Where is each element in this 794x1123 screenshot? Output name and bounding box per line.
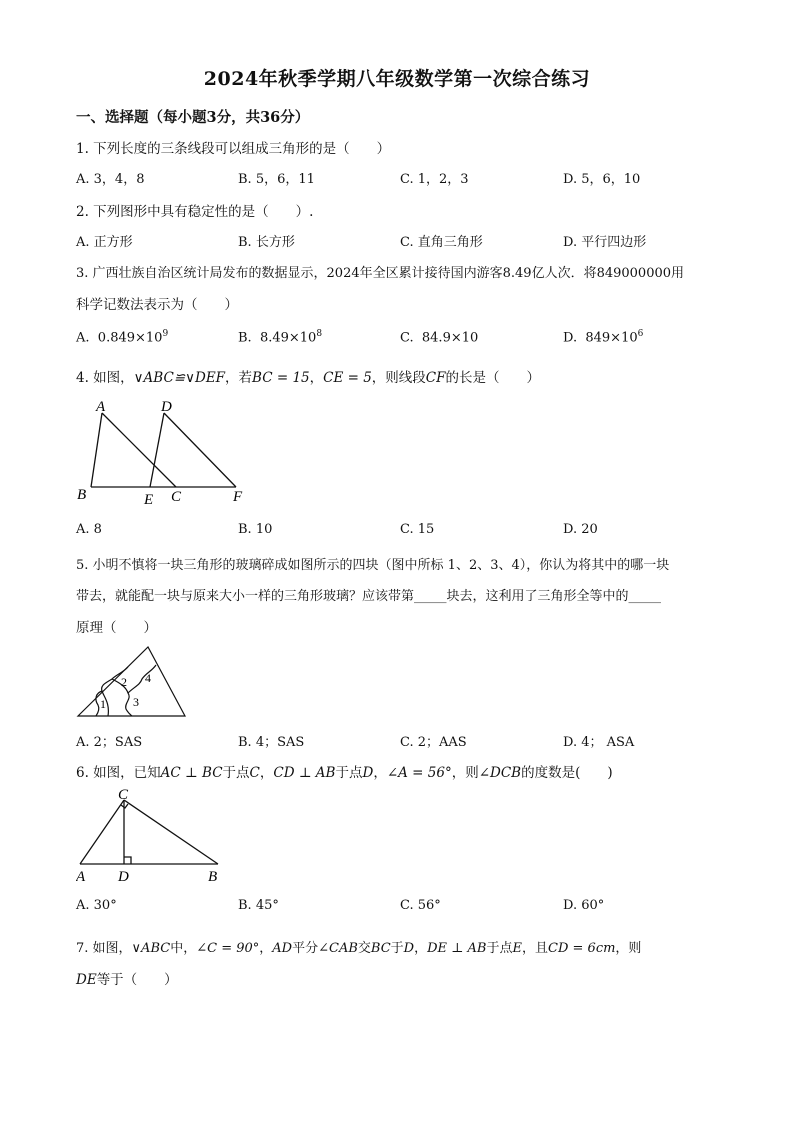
label-e: E	[144, 492, 154, 508]
q6-option-c: C. 56°	[400, 898, 441, 913]
q1-option-a: A. 3，4，8	[76, 172, 145, 187]
q5-option-a: A. 2；SAS	[76, 735, 143, 750]
question-5-stem-line1: 5. 小明不慎将一块三角形的玻璃碎成如图所示的四块（图中所标 1、2、3、4），你认为将其中的哪一块	[76, 558, 670, 573]
option-value: 84.9×10	[421, 330, 479, 346]
q6-text: ，则	[451, 765, 479, 781]
q7-segment-de: DE	[76, 972, 97, 988]
q5-option-b: B. 4；SAS	[238, 735, 305, 750]
q6-text: ，	[373, 765, 387, 781]
q5-option-d: D. 4； ASA	[563, 735, 635, 750]
q3-option-a	[76, 329, 168, 345]
page-title: 2024年秋季学期八年级数学第一次综合练习	[203, 68, 591, 90]
q4-option-a: A. 8	[76, 522, 102, 537]
option-letter: A.	[76, 330, 90, 346]
q4-text: ，	[309, 370, 324, 386]
piece-label-2: 2	[121, 675, 127, 689]
q7-text: 等于（ ）	[96, 972, 178, 988]
q6-text: 的度数是( )	[521, 765, 613, 781]
q7-text: ，	[414, 941, 428, 956]
q6-option-b: B. 45°	[238, 898, 279, 913]
q6-text: 于点	[335, 765, 363, 781]
q7-condition-2: DE ⊥ AB	[427, 941, 487, 956]
q6-asked-angle: ∠DCB	[478, 765, 522, 781]
question-2-stem: 2. 下列图形中具有稳定性的是（ ）.	[76, 204, 314, 220]
option-exponent: 6	[637, 329, 644, 339]
q6-figure	[76, 786, 226, 886]
q4-option-c: C. 15	[400, 522, 435, 537]
q2-option-b: B. 长方形	[238, 235, 295, 250]
label-f: F	[233, 489, 243, 505]
q3-option-d	[563, 329, 643, 345]
question-7-stem-line1	[76, 937, 641, 956]
q7-condition-3: CD = 6cm	[548, 941, 616, 956]
q6-point: C	[249, 765, 260, 781]
option-letter: D.	[563, 330, 578, 346]
label-b: B	[208, 869, 218, 885]
question-3-stem-line2: 科学记数法表示为（ ）	[76, 297, 238, 313]
label-d: D	[118, 869, 129, 885]
q6-condition-3: ∠A = 56°	[386, 765, 452, 781]
q4-condition-ce: CE = 5	[323, 370, 372, 386]
q1-option-c: C. 1，2，3	[400, 172, 469, 187]
q2-option-a: A. 正方形	[76, 235, 133, 250]
question-1-stem: 1. 下列长度的三条线段可以组成三角形的是（ ）	[76, 141, 391, 157]
q3-option-b	[238, 329, 322, 345]
section-heading: 一、选择题（每小题3分，共36分）	[76, 109, 310, 126]
q7-text: 交	[357, 941, 371, 956]
label-d: D	[161, 399, 172, 415]
q4-text: ，则线段	[371, 370, 426, 386]
q4-condition-bc: BC = 15	[252, 370, 310, 386]
q7-text: 中，	[170, 941, 197, 956]
option-value: 0.849×10	[97, 330, 163, 346]
q7-text: 于	[390, 941, 404, 956]
q7-text: ，	[259, 941, 273, 956]
piece-label-1: 1	[100, 697, 106, 711]
q7-text: 于点	[486, 941, 513, 956]
q4-congruence: ∨ABC≌∨DEF	[133, 370, 226, 386]
q4-text: ，若	[225, 370, 253, 386]
q5-option-c: C. 2；AAS	[400, 735, 467, 750]
question-6-stem	[76, 761, 613, 781]
option-exponent: 9	[162, 329, 169, 339]
q6-condition-2: CD ⊥ AB	[273, 765, 336, 781]
q6-text: 于点	[222, 765, 250, 781]
q7-triangle: ∨ABC	[131, 941, 171, 956]
q7-point-e: E	[512, 941, 522, 956]
option-value: 8.49×10	[259, 330, 317, 346]
question-3-stem-line1: 3. 广西壮族自治区统计局发布的数据显示，2024年全区累计接待国内游客8.49亿人次．将849000000用	[76, 266, 685, 281]
q4-option-d: D. 20	[563, 522, 598, 537]
q7-point-d: D	[403, 941, 415, 956]
q4-text: 4. 如图，	[76, 370, 134, 386]
q4-segment-cf: CF	[425, 370, 446, 386]
q6-condition-1: AC ⊥ BC	[160, 765, 223, 781]
q3-option-c	[400, 329, 478, 345]
q7-text: 7. 如图，	[76, 941, 132, 956]
q7-segment-ad: AD	[272, 941, 293, 956]
q2-option-d: D. 平行四边形	[563, 235, 647, 250]
q5-figure	[76, 643, 188, 721]
option-exponent: 8	[316, 329, 323, 339]
q7-angle: ∠CAB	[318, 941, 358, 956]
option-value: 849×10	[585, 330, 638, 346]
option-letter: C.	[400, 330, 414, 346]
label-a: A	[76, 869, 86, 885]
q6-text: 6. 如图，已知	[76, 765, 161, 781]
question-4-stem	[76, 366, 540, 386]
q6-text: ，	[259, 765, 274, 781]
q7-text: ，则	[615, 941, 642, 956]
q6-option-a: A. 30°	[76, 898, 117, 913]
q4-figure	[76, 395, 256, 510]
q7-text: ，且	[522, 941, 549, 956]
q7-text: 平分	[292, 941, 319, 956]
q6-point: D	[362, 765, 374, 781]
piece-label-3: 3	[133, 695, 139, 709]
question-5-stem-line2: 带去，就能配一块与原来大小一样的三角形玻璃？应该带第_____块去，这利用了三角形全等中的_____	[76, 589, 662, 604]
q1-option-b: B. 5，6，11	[238, 172, 315, 187]
question-7-stem-line2	[76, 968, 178, 988]
question-5-stem-line3: 原理（ ）	[76, 620, 157, 636]
q4-option-b: B. 10	[238, 522, 273, 537]
option-letter: B.	[238, 330, 252, 346]
q1-option-d: D. 5，6，10	[563, 172, 641, 187]
label-c: C	[171, 489, 182, 505]
label-c: C	[118, 787, 129, 803]
q2-option-c: C. 直角三角形	[400, 235, 483, 250]
q6-option-d: D. 60°	[563, 898, 605, 913]
q7-condition-1: ∠C = 90°	[196, 941, 260, 956]
q4-text: 的长是（ ）	[445, 370, 540, 386]
label-b: B	[77, 487, 87, 503]
label-a: A	[96, 399, 106, 415]
piece-label-4: 4	[145, 671, 151, 685]
q7-segment-bc: BC	[370, 941, 391, 956]
